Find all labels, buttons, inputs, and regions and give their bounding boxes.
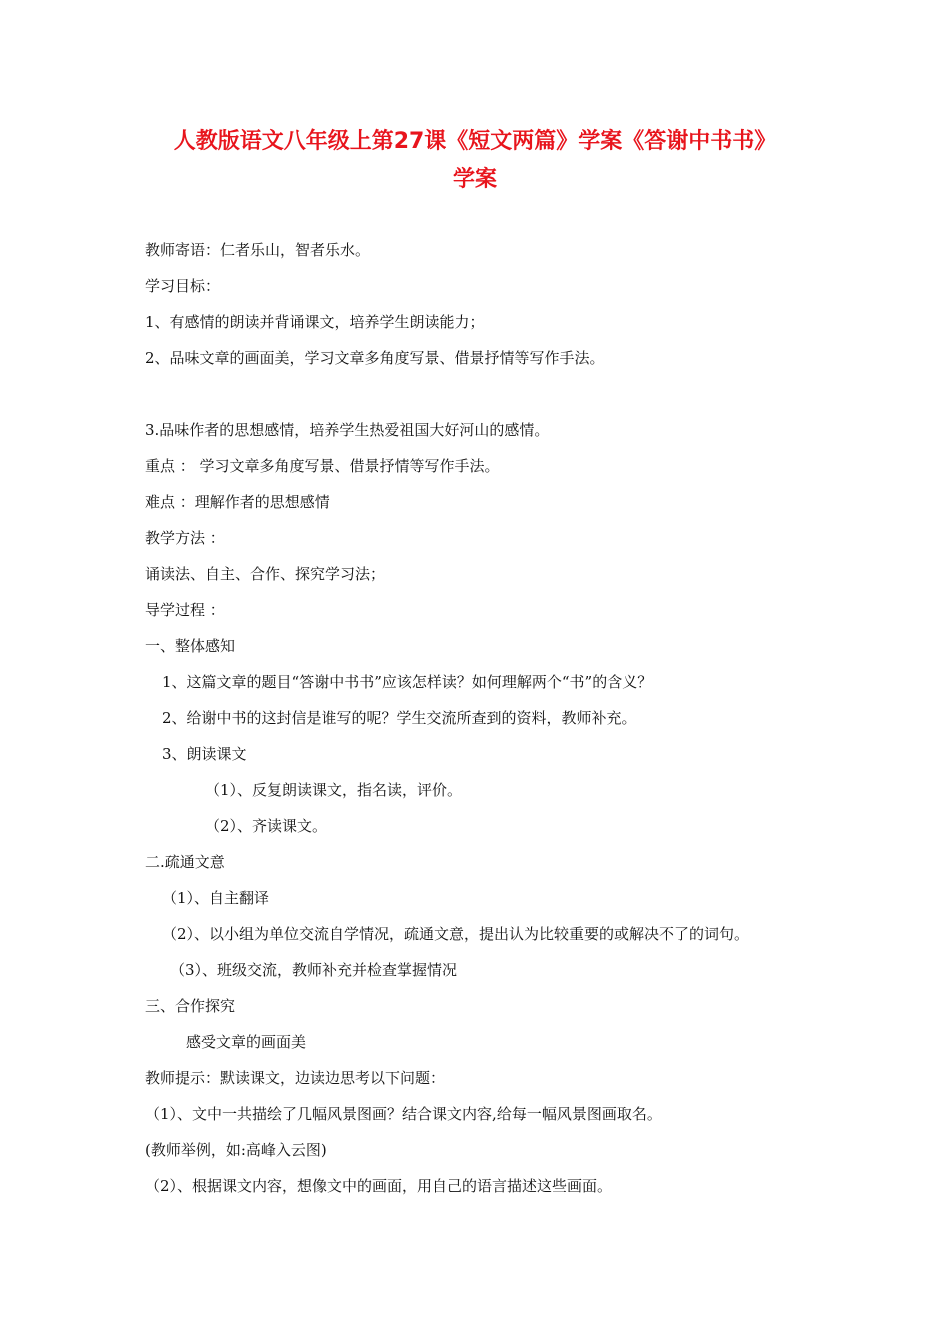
document-title-line1: 人教版语文八年级上第27课《短文两篇》学案《答谢中书书》 bbox=[173, 129, 777, 154]
section-2-item-2: （2）、以小组为单位交流自学情况，疏通文意，提出认为比较重要的或解决不了的词句。 bbox=[162, 925, 750, 943]
section-1-item-3-sub-1: （1）、反复朗读课文，指名读，评价。 bbox=[205, 781, 463, 799]
difficult-point: 难点 ：理解作者的思想感情 bbox=[145, 493, 330, 511]
section-3-subtitle: 感受文章的画面美 bbox=[186, 1033, 307, 1051]
section-3-heading: 三、合作探究 bbox=[145, 997, 236, 1015]
teacher-prompt: 教师提示：默读课文，边读边思考以下问题： bbox=[145, 1069, 446, 1087]
section-1-item-1: 1、这篇文章的题目“答谢中书书”应该怎样读？如何理解两个“书”的含义？ bbox=[162, 673, 653, 691]
question-2: （2）、根据课文内容，想像文中的画面，用自己的语言描述这些画面。 bbox=[145, 1177, 613, 1195]
teaching-method-heading: 教学方法 ： bbox=[145, 529, 225, 547]
teaching-method: 诵读法、自主、合作、探究学习法； bbox=[145, 565, 386, 583]
teacher-motto: 教师寄语：仁者乐山，智者乐水。 bbox=[145, 241, 371, 259]
section-2-item-1: （1）、自主翻译 bbox=[162, 889, 270, 907]
teacher-example: (教师举例，如:高峰入云图) bbox=[145, 1141, 327, 1159]
learning-goals-heading: 学习目标： bbox=[145, 277, 221, 295]
document-title-line2: 学案 bbox=[452, 167, 497, 192]
section-2-heading: 二.疏通文意 bbox=[145, 853, 225, 871]
key-point: 重点 ： 学习文章多角度写景、借景抒情等写作手法。 bbox=[145, 457, 500, 475]
section-1-heading: 一、整体感知 bbox=[145, 637, 236, 655]
learning-goal-3: 3.品味作者的思想感情，培养学生热爱祖国大好河山的感情。 bbox=[145, 421, 550, 439]
section-1-item-3-sub-2: （2）、齐读课文。 bbox=[205, 817, 328, 835]
section-2-item-3: （3）、班级交流，教师补充并检查掌握情况 bbox=[170, 961, 458, 979]
learning-goal-2: 2、品味文章的画面美，学习文章多角度写景、借景抒情等写作手法。 bbox=[145, 349, 605, 367]
learning-goal-1: 1、有感情的朗读并背诵课文，培养学生朗读能力； bbox=[145, 313, 485, 331]
section-1-item-3: 3、朗读课文 bbox=[162, 745, 247, 763]
guided-process-heading: 导学过程 ： bbox=[145, 601, 225, 619]
section-1-item-2: 2、给谢中书的这封信是谁写的呢？学生交流所查到的资料，教师补充。 bbox=[162, 709, 637, 727]
question-1: （1）、文中一共描绘了几幅风景图画？结合课文内容,给每一幅风景图画取名。 bbox=[145, 1105, 662, 1123]
